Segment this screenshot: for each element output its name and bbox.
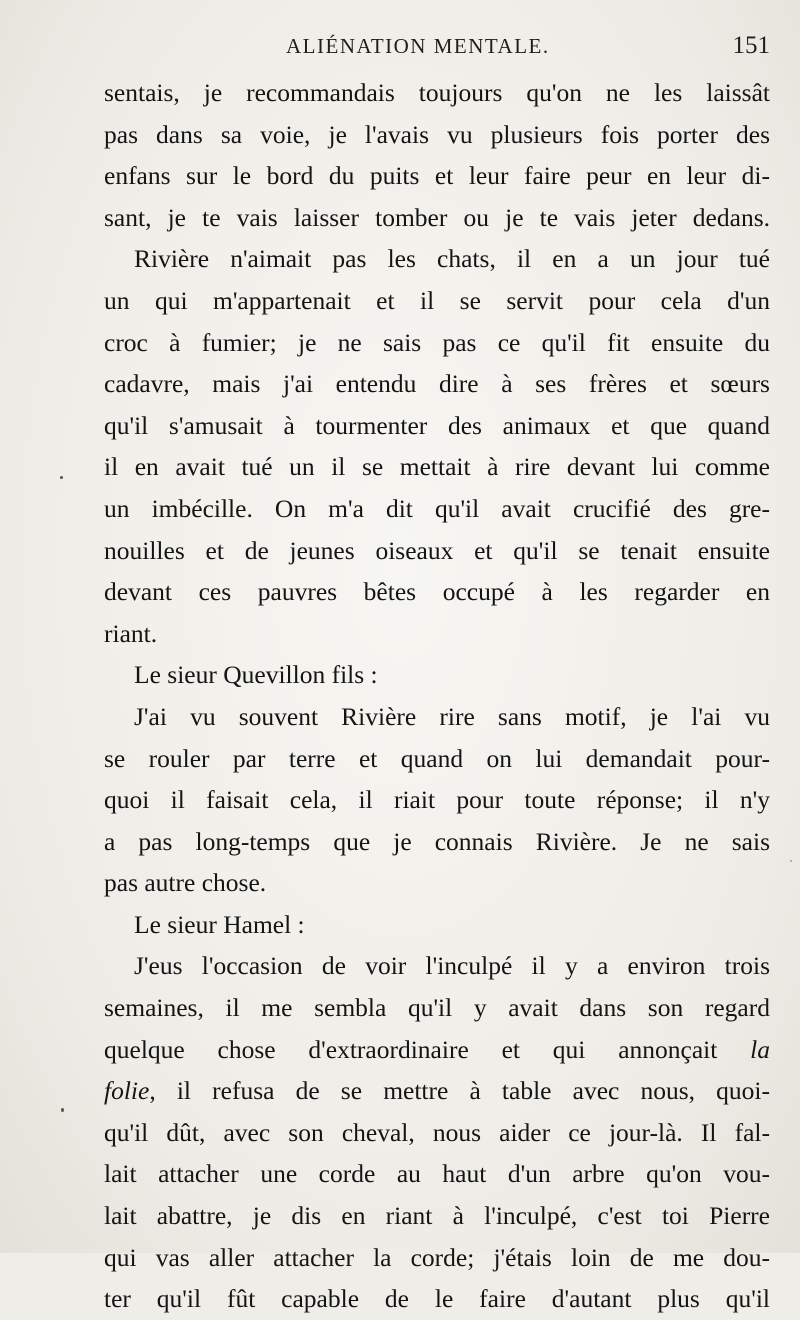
- text-line: [104, 1237, 770, 1279]
- text-line: [104, 779, 770, 821]
- line-text: qu'il dût, avec son cheval, nous aider ce jour-là. Il fal-: [104, 1117, 770, 1147]
- line-text: cadavre, mais j'ai entendu dire à ses frères et sœurs: [104, 369, 770, 399]
- line-text: qu'il s'amusait à tourmenter des animaux et que quand: [104, 410, 770, 440]
- line-text: devant ces pauvres bêtes occupé à les regarder en: [104, 577, 770, 607]
- line-text: il en avait tué un il se mettait à rire devant lui comme: [104, 452, 770, 482]
- page-header: [100, 30, 770, 66]
- text-line: [104, 945, 770, 987]
- text-line: [104, 904, 770, 946]
- line-text: sentais, je recommandais toujours qu'on ne les laissât: [104, 78, 770, 107]
- line-text: Le sieur Quevillon fils :: [134, 660, 378, 690]
- line-text: semaines, il me sembla qu'il y avait dans son regard: [104, 993, 770, 1023]
- text-line: [104, 238, 770, 280]
- line-text: J'ai vu souvent Rivière rire sans motif, je l'ai vu: [134, 701, 770, 731]
- text-line: [104, 530, 770, 572]
- line-text: un imbécille. On m'a dit qu'il avait crucifié des gre-: [104, 493, 770, 523]
- text-line: [104, 1070, 770, 1112]
- ink-speck: [790, 860, 792, 862]
- ink-speck: [60, 476, 63, 479]
- line-text: se rouler par terre et quand on lui demandait pour-: [104, 743, 770, 773]
- line-text: sant, je te vais laisser tomber ou je te vais jeter dedans.: [104, 202, 770, 232]
- text-line: [104, 738, 770, 780]
- line-text: croc à fumier; je ne sais pas ce qu'il fit ensuite du: [104, 327, 770, 357]
- page-number: 151: [732, 32, 770, 59]
- text-line: [104, 1278, 770, 1320]
- line-text: lait abattre, je dis en riant à l'inculpé, c'est toi Pierre: [104, 1201, 770, 1231]
- text-line: [104, 114, 770, 156]
- line-text: , il refusa de se mettre à table avec nous, quoi-: [149, 1076, 770, 1106]
- text-line: [104, 1195, 770, 1237]
- text-line: [104, 155, 770, 197]
- line-text: quoi il faisait cela, il riait pour toute réponse; il n'y: [104, 785, 770, 815]
- text-line: [104, 654, 770, 696]
- line-text: lait attacher une corde au haut d'un arbre qu'on vou-: [104, 1159, 770, 1189]
- line-text: nouilles et de jeunes oiseaux et qu'il se tenait ensuite: [104, 535, 770, 565]
- text-line: [104, 363, 770, 405]
- line-text: J'eus l'occasion de voir l'inculpé il y a environ trois: [134, 951, 770, 981]
- line-text: a pas long-temps que je connais Rivière. Je ne sais: [104, 826, 770, 856]
- line-text: riant.: [104, 618, 158, 648]
- text-line: [104, 1029, 770, 1071]
- text-line: [104, 446, 770, 488]
- text-line: [104, 488, 770, 530]
- line-text: enfans sur le bord du puits et leur faire peur en leur di-: [104, 161, 770, 191]
- line-text: Le sieur Hamel :: [134, 909, 305, 939]
- line-text: pas autre chose.: [104, 868, 267, 898]
- text-line: [104, 72, 770, 114]
- italic-word: la: [750, 1034, 770, 1064]
- text-line: [104, 571, 770, 613]
- text-line: [104, 987, 770, 1029]
- text-line: [104, 696, 770, 738]
- text-line: [104, 862, 770, 904]
- running-title: ALIÉNATION MENTALE.: [286, 34, 550, 58]
- text-line: [104, 322, 770, 364]
- line-text: quelque chose d'extraordinaire et qui annonçait: [104, 1034, 718, 1064]
- italic-word: folie: [104, 1076, 150, 1106]
- text-line: [104, 405, 770, 447]
- text-line: [104, 821, 770, 863]
- line-text: pas dans sa voie, je l'avais vu plusieurs fois porter des: [104, 119, 770, 149]
- text-line: [104, 1112, 770, 1154]
- body-text: [104, 72, 770, 1320]
- ink-speck: [61, 1108, 64, 1112]
- line-text: ter qu'il fût capable de le faire d'autant plus qu'il: [104, 1284, 770, 1314]
- text-line: [104, 197, 770, 239]
- text-line: [104, 1153, 770, 1195]
- line-text: Rivière n'aimait pas les chats, il en a un jour tué: [134, 244, 770, 274]
- line-text: un qui m'appartenait et il se servit pour cela d'un: [104, 285, 770, 315]
- text-line: [104, 613, 770, 655]
- line-text: qui vas aller attacher la corde; j'étais loin de me dou-: [104, 1242, 770, 1272]
- text-line: [104, 280, 770, 322]
